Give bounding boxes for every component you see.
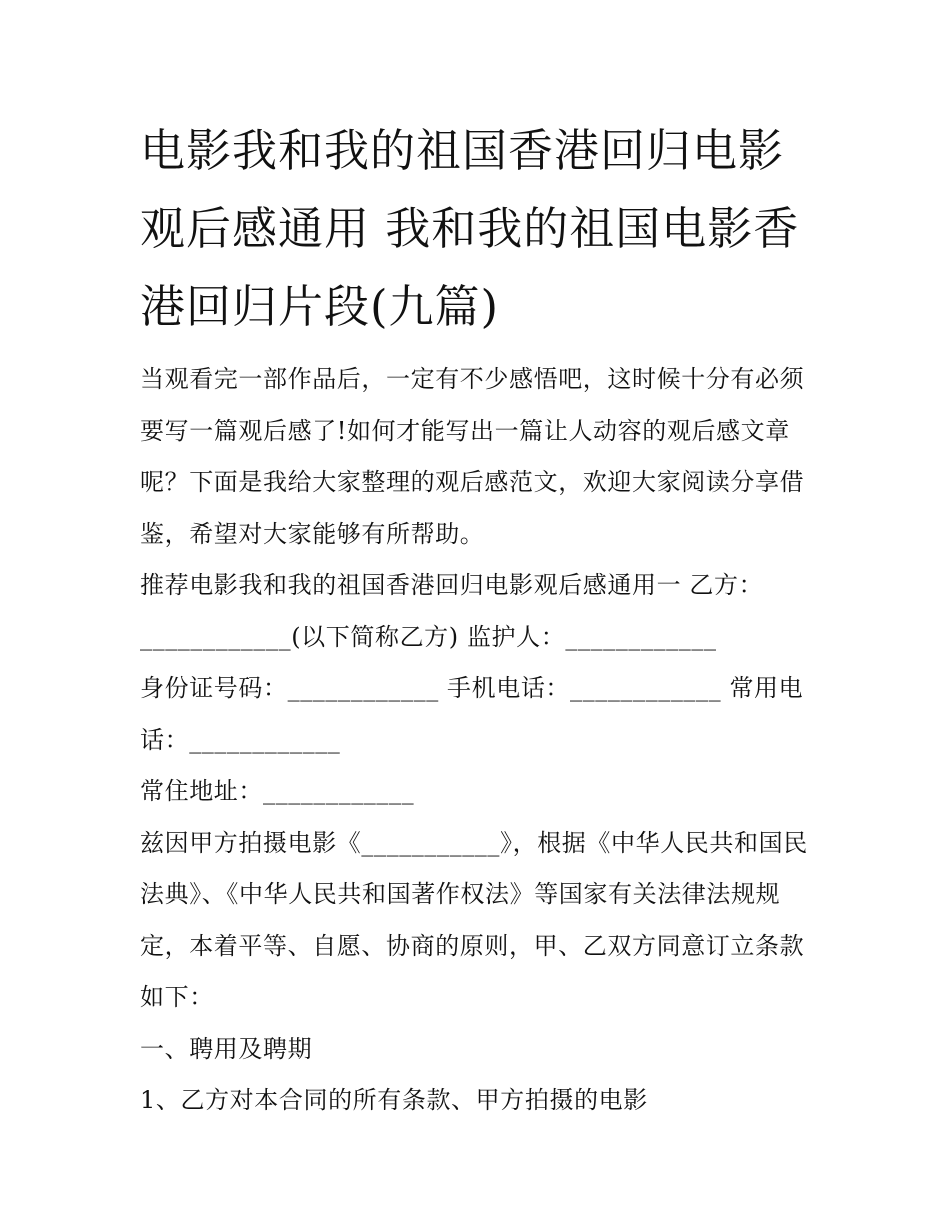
- contact-paragraph: 身份证号码：____________ 手机电话：____________ 常用电话：____________: [140, 674, 804, 754]
- document-title: 电影我和我的祖国香港回归电影观后感通用 我和我的祖国电影香港回归片段(九篇): [140, 124, 800, 333]
- address-paragraph: 常住地址：____________: [140, 777, 415, 805]
- section-heading: 一、聘用及聘期: [140, 1034, 313, 1063]
- document-page: [140, 112, 820, 1127]
- intro-paragraph: 当观看完一部作品后，一定有不少感悟吧，这时候十分有必须要写一篇观后感了!如何才能写出一篇让人动容的观后感文章呢？下面是我给大家整理的观后感范文，欢迎大家阅读分享借鉴，希望对大家能够有所帮助。: [140, 365, 805, 548]
- preamble-paragraph: 兹因甲方拍摄电影《___________》，根据《中华人民共和国民法典》、《中华人民共和国著作权法》等国家有关法律法规规定，本着平等、自愿、协商的原则，甲、乙双方同意订立条款如下：: [140, 828, 808, 1011]
- clause-paragraph: 1、乙方对本合同的所有条款、甲方拍摄的电影: [140, 1086, 648, 1114]
- party-b-paragraph: 推荐电影我和我的祖国香港回归电影观后感通用一 乙方：____________(以下简称乙方) 监护人：____________: [140, 571, 764, 651]
